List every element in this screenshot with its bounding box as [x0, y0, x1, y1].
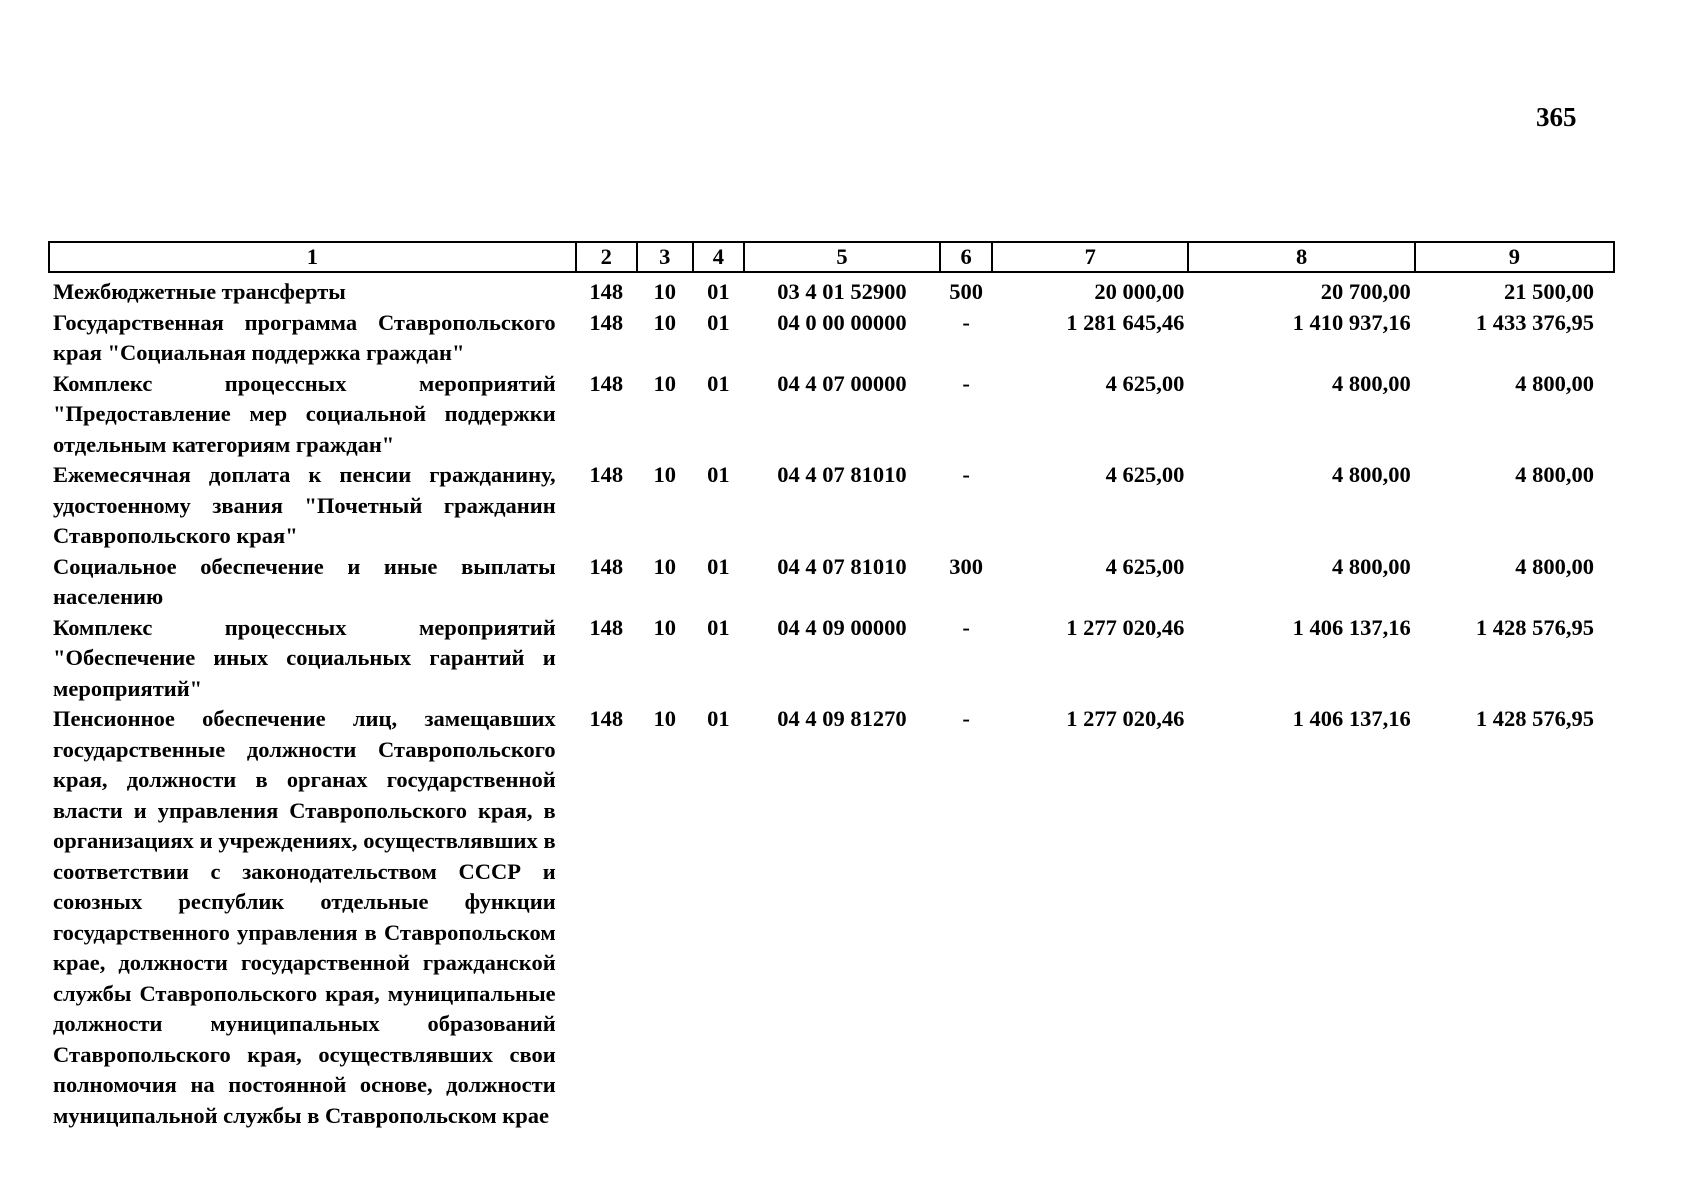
- cell-col7: 4 625,00: [1105, 462, 1185, 487]
- cell-col6: -: [962, 309, 970, 335]
- column-header: 2: [576, 242, 637, 272]
- cell-col3: 10: [653, 279, 677, 304]
- cell-col3: 10: [653, 309, 677, 335]
- cell-col4: 01: [707, 279, 730, 304]
- cell-col8: 1 406 137,16: [1292, 706, 1411, 731]
- cell-col5: 03 4 01 52900: [777, 279, 907, 304]
- row-name: Пенсионное обеспечение лиц, замещавших государственные должности Ставропольского края, должности в органах государственной власти и управления Ставропольского края, в организациях и учреждениях, осуществлявших в соответствии с законодательством СССР и союзных республик отдельные функции государственного управления в Ставропольском крае, должности государственной гражданской службы Ставропольского края, муниципальные должности муниципальных образований Ставропольского края, осуществлявших свои полномочия на постоянной основе, должности муниципальной службы в Ставропольском крае: [53, 706, 556, 1128]
- cell-col2: 148: [589, 370, 624, 396]
- cell-col4: 01: [707, 370, 730, 396]
- table-row: [49, 272, 1614, 308]
- cell-col4: 01: [707, 553, 730, 579]
- cell-col8: 4 800,00: [1331, 553, 1411, 579]
- cell-col2: 148: [589, 614, 624, 640]
- table-row: [49, 369, 1614, 461]
- cell-col6: -: [962, 614, 970, 640]
- budget-table: [48, 241, 1615, 1131]
- row-name: Ежемесячная доплата к пенсии гражданину, удостоенному звания "Почетный гражданин Ставропольского края": [53, 462, 556, 548]
- cell-col7: 1 281 645,46: [1066, 309, 1185, 335]
- cell-col3: 10: [653, 614, 677, 640]
- column-header: 4: [693, 242, 744, 272]
- cell-col9: 1 428 576,95: [1475, 614, 1594, 640]
- cell-col5: 04 4 07 81010: [777, 462, 907, 487]
- cell-col4: 01: [707, 309, 730, 335]
- table-header-row: [49, 242, 1614, 272]
- cell-col5: 04 4 07 81010: [777, 553, 907, 579]
- cell-col9: 4 800,00: [1515, 553, 1594, 579]
- table-row: [49, 613, 1614, 705]
- table-row: [49, 552, 1614, 613]
- cell-col9: 1 433 376,95: [1475, 309, 1594, 335]
- cell-col9: 21 500,00: [1504, 279, 1594, 304]
- table-row: [49, 308, 1614, 369]
- cell-col5: 04 4 09 81270: [777, 706, 907, 731]
- cell-col7: 4 625,00: [1105, 370, 1185, 396]
- cell-col5: 04 4 07 00000: [777, 370, 907, 396]
- row-name: Государственная программа Ставропольского края "Социальная поддержка граждан": [53, 309, 556, 365]
- column-header: 5: [744, 242, 940, 272]
- table-row: [49, 460, 1614, 552]
- cell-col3: 10: [653, 706, 677, 731]
- cell-col7: 4 625,00: [1105, 553, 1185, 579]
- row-name: Комплекс процессных мероприятий "Обеспечение иных социальных гарантий и мероприятий": [53, 614, 556, 701]
- cell-col7: 20 000,00: [1094, 279, 1185, 304]
- cell-col8: 1 406 137,16: [1292, 614, 1411, 640]
- cell-col8: 20 700,00: [1320, 279, 1411, 304]
- column-header: 3: [637, 242, 693, 272]
- cell-col9: 4 800,00: [1515, 462, 1594, 487]
- cell-col8: 1 410 937,16: [1292, 309, 1411, 335]
- cell-col2: 148: [589, 553, 624, 579]
- column-header: 7: [992, 242, 1188, 272]
- row-name: Комплекс процессных мероприятий "Предоставление мер социальной поддержки отдельным категориям граждан": [53, 370, 556, 457]
- cell-col4: 01: [707, 462, 730, 487]
- cell-col6: 300: [949, 553, 984, 579]
- cell-col2: 148: [589, 462, 624, 487]
- cell-col2: 148: [589, 279, 624, 304]
- cell-col7: 1 277 020,46: [1066, 614, 1185, 640]
- row-name: Межбюджетные трансферты: [53, 279, 346, 304]
- cell-col4: 01: [707, 706, 730, 731]
- cell-col2: 148: [589, 706, 624, 731]
- cell-col8: 4 800,00: [1331, 462, 1411, 487]
- cell-col5: 04 0 00 00000: [777, 309, 907, 335]
- table-row: [49, 704, 1614, 1131]
- cell-col6: -: [962, 370, 970, 396]
- page-number: 365: [1536, 102, 1577, 132]
- cell-col6: 500: [949, 279, 984, 304]
- cell-col8: 4 800,00: [1331, 370, 1411, 396]
- cell-col6: -: [962, 462, 970, 487]
- cell-col7: 1 277 020,46: [1066, 706, 1185, 731]
- column-header: 8: [1188, 242, 1414, 272]
- column-header: 9: [1415, 242, 1614, 272]
- cell-col9: 4 800,00: [1515, 370, 1594, 396]
- cell-col3: 10: [653, 370, 677, 396]
- cell-col4: 01: [707, 614, 730, 640]
- cell-col3: 10: [653, 553, 677, 579]
- cell-col6: -: [962, 706, 970, 731]
- cell-col2: 148: [589, 309, 624, 335]
- cell-col9: 1 428 576,95: [1475, 706, 1594, 731]
- column-header: 1: [49, 242, 576, 272]
- column-header: 6: [940, 242, 992, 272]
- cell-col3: 10: [653, 462, 677, 487]
- row-name: Социальное обеспечение и иные выплаты населению: [53, 553, 556, 609]
- cell-col5: 04 4 09 00000: [777, 614, 907, 640]
